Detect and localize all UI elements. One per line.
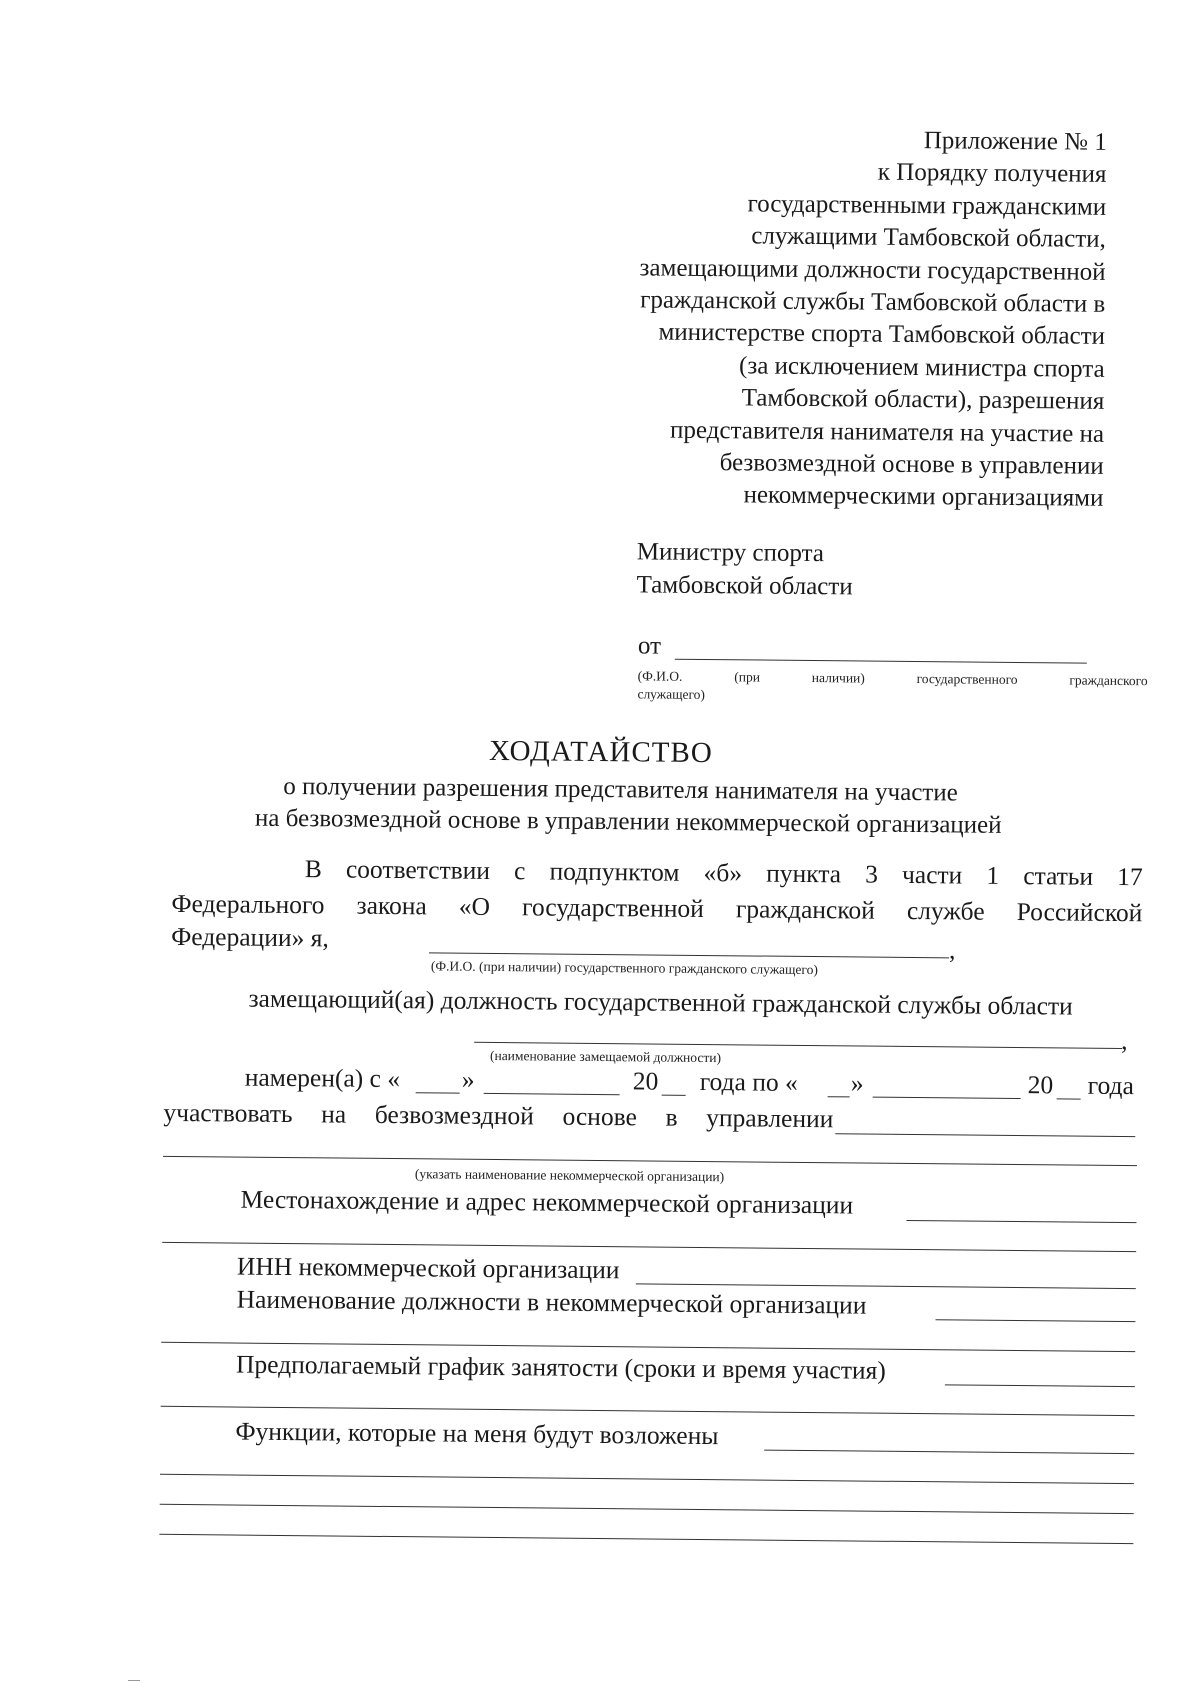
appendix-line: представителя нанимателя на участие на bbox=[669, 416, 1105, 448]
appendix-line: гражданской службы Тамбовской области в bbox=[640, 286, 1106, 318]
body-word: «О bbox=[458, 891, 491, 921]
from-note-word: (Ф.И.О. bbox=[637, 668, 683, 684]
scan-mark bbox=[128, 1680, 140, 1681]
body-line-3-start: Федерации» я, bbox=[171, 921, 329, 953]
day-to-field[interactable] bbox=[828, 1096, 850, 1097]
body-word: статьи bbox=[1023, 861, 1094, 891]
appendix-line: служащими Тамбовской области, bbox=[751, 222, 1107, 254]
functions-field-1[interactable] bbox=[764, 1450, 1134, 1455]
appendix-line: некоммерческими организациями bbox=[743, 481, 1104, 513]
body-word: безвозмездной bbox=[374, 1099, 535, 1131]
day-from-field[interactable] bbox=[416, 1092, 460, 1093]
position-in-org-field-1[interactable] bbox=[935, 1319, 1135, 1322]
body-word: службе bbox=[906, 895, 985, 926]
appendix-line: государственными гражданскими bbox=[747, 190, 1107, 221]
year-suffix: года bbox=[1087, 1070, 1135, 1101]
from-note-word: (при bbox=[734, 669, 761, 685]
location-field-1[interactable] bbox=[906, 1220, 1136, 1223]
position-in-org-label: Наименование должности в некоммерческой организации bbox=[236, 1284, 867, 1320]
quote-close-2: » bbox=[850, 1068, 864, 1098]
body-word: с bbox=[513, 856, 526, 886]
subtitle-line-1: о получении разрешения представителя нанимателя на участие bbox=[283, 772, 958, 807]
intend-from-label: намерен(а) с « bbox=[244, 1062, 401, 1094]
functions-field-2[interactable] bbox=[160, 1474, 1134, 1484]
schedule-label: Предполагаемый график занятости (сроки и время участия) bbox=[235, 1349, 886, 1385]
position-note: (наименование замещаемой должности) bbox=[489, 1047, 722, 1066]
schedule-field-1[interactable] bbox=[945, 1384, 1135, 1387]
body-word: основе bbox=[562, 1101, 638, 1132]
replacing-line: замещающий(ая) должность государственной гражданской службы области bbox=[248, 983, 1073, 1021]
from-note-word: гражданского bbox=[1069, 672, 1148, 689]
year-to-field[interactable] bbox=[1057, 1098, 1081, 1099]
body-word: 1 bbox=[986, 860, 1000, 890]
year-prefix-2: 20 bbox=[1027, 1070, 1054, 1100]
org-name-field-2[interactable] bbox=[163, 1156, 1137, 1166]
position-end: , bbox=[1121, 1026, 1128, 1056]
functions-label: Функции, которые на меня будут возложены bbox=[235, 1416, 719, 1451]
functions-field-4[interactable] bbox=[159, 1534, 1133, 1544]
appendix-line: министерстве спорта Тамбовской области bbox=[658, 318, 1106, 351]
body-word: в bbox=[665, 1102, 678, 1132]
body-word: «б» bbox=[703, 857, 743, 888]
body-word: пункта bbox=[766, 858, 842, 889]
body-word: Российской bbox=[1016, 897, 1143, 928]
from-note-line-2: служащего) bbox=[637, 686, 706, 703]
body-word: на bbox=[321, 1099, 347, 1129]
year-to-label: года по « bbox=[699, 1066, 798, 1097]
body-word: 17 bbox=[1117, 861, 1143, 892]
from-label: от bbox=[637, 632, 662, 660]
appendix-line: (за исключением министра спорта bbox=[738, 352, 1105, 383]
functions-field-3[interactable] bbox=[160, 1504, 1134, 1514]
body-word: Федерального bbox=[171, 888, 325, 920]
org-name-field-1[interactable] bbox=[835, 1133, 1135, 1137]
body-word: гражданской bbox=[735, 894, 875, 925]
appendix-header bbox=[543, 121, 1107, 515]
quote-close-1: » bbox=[461, 1064, 475, 1094]
year-prefix-1: 20 bbox=[632, 1066, 659, 1096]
appendix-line: безвозмездной основе в управлении bbox=[719, 449, 1104, 480]
appendix-line: Тамбовской области), разрешения bbox=[741, 384, 1105, 416]
month-to-field[interactable] bbox=[873, 1097, 1021, 1099]
org-note: (указать наименование некоммерческой организации) bbox=[414, 1166, 725, 1185]
subtitle-line-2: на безвозмездной основе в управлении некоммерческой организацией bbox=[254, 804, 1002, 839]
addressee-line-1: Министру спорта bbox=[636, 538, 825, 568]
from-name-field[interactable] bbox=[675, 659, 1087, 664]
body-word: управлении bbox=[706, 1103, 834, 1134]
appendix-line: к Порядку получения bbox=[877, 159, 1107, 189]
body-word: закона bbox=[356, 890, 427, 921]
addressee-line-2: Тамбовской области bbox=[636, 571, 853, 601]
body-line-1 bbox=[305, 854, 1143, 892]
body-line-3-end: , bbox=[948, 935, 956, 965]
body-word: соответствии bbox=[345, 854, 491, 885]
body-word: государственной bbox=[521, 892, 704, 923]
participate-line bbox=[163, 1098, 833, 1134]
year-from-field[interactable] bbox=[662, 1095, 686, 1096]
body-word: 3 bbox=[865, 859, 879, 889]
appendix-line: замещающими должности государственной bbox=[639, 253, 1106, 286]
from-note bbox=[638, 668, 1148, 689]
body-word: В bbox=[304, 854, 322, 884]
month-from-field[interactable] bbox=[484, 1093, 620, 1095]
from-note-word: государственного bbox=[916, 671, 1018, 688]
fio-field[interactable] bbox=[429, 952, 949, 958]
fio-note: (Ф.И.О. (при наличии) государственного гражданского служащего) bbox=[430, 958, 818, 978]
schedule-field-2[interactable] bbox=[161, 1406, 1135, 1416]
body-word: части bbox=[901, 859, 963, 890]
location-label: Местонахождение и адрес некоммерческой организации bbox=[240, 1184, 854, 1220]
addressee bbox=[636, 535, 853, 603]
body-word: участвовать bbox=[163, 1097, 293, 1129]
appendix-line: Приложение № 1 bbox=[923, 127, 1107, 156]
document-title: ХОДАТАЙСТВО bbox=[488, 734, 713, 770]
from-note-word: наличии) bbox=[811, 670, 865, 686]
body-word: подпунктом bbox=[549, 856, 680, 887]
inn-label: ИНН некоммерческой организации bbox=[236, 1251, 620, 1285]
location-field-2[interactable] bbox=[162, 1242, 1136, 1252]
